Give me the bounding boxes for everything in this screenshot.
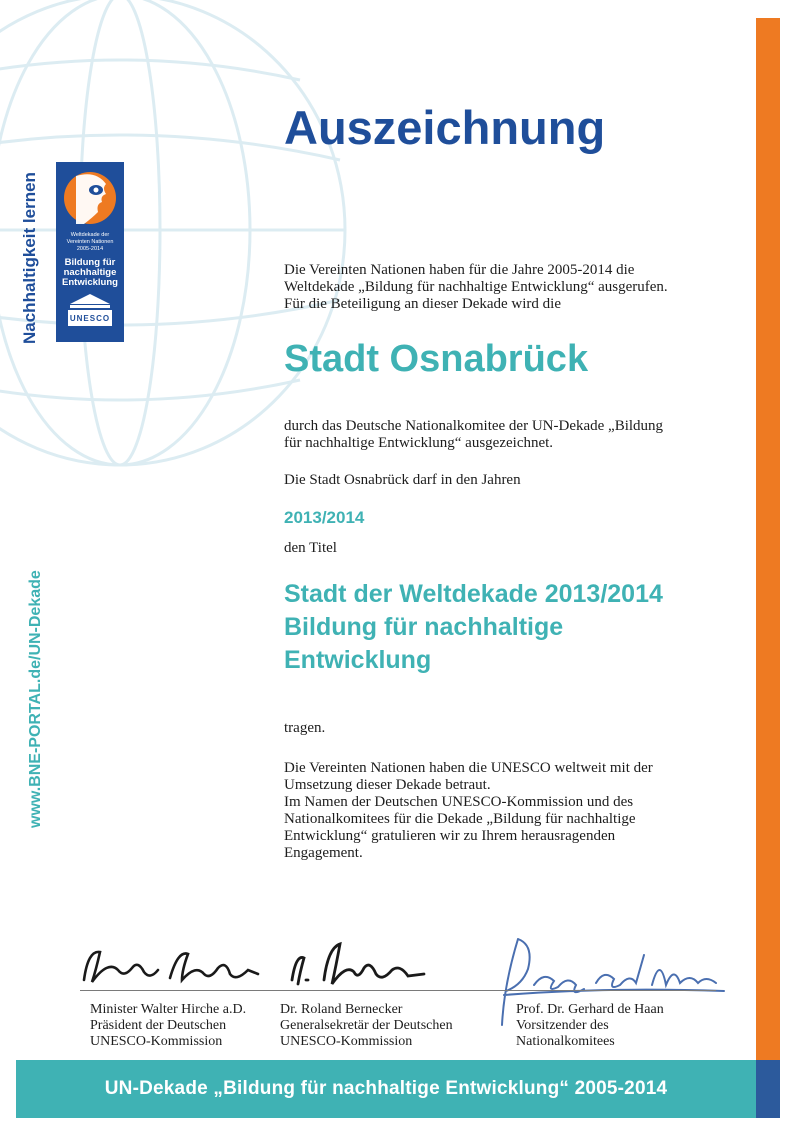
orange-side-stripe <box>756 18 780 1060</box>
side-slogan: Nachhaltigkeit lernen <box>20 172 39 344</box>
logo-unesco-label: UNESCO <box>69 314 111 323</box>
title-label: den Titel <box>284 540 337 556</box>
globe-watermark <box>0 0 360 480</box>
face-profile-icon <box>62 168 118 228</box>
logo-main-text: Bildung für nachhaltige Entwicklung <box>62 257 118 288</box>
signature-line <box>80 990 716 991</box>
awarded-by-paragraph: durch das Deutsche Nationalkomitee der UN-Dekade „Bildung für nachhaltige Entwicklung“ ausgezeichnet. <box>284 418 664 451</box>
award-title: Stadt der Weltdekade 2013/2014 Bildung für nachhaltige Entwicklung <box>284 580 663 674</box>
un-decade-logo <box>56 162 124 342</box>
intro-paragraph: Die Vereinten Nationen haben für die Jahre 2005-2014 die Weltdekade „Bildung für nachhaltige Entwicklung“ ausgerufen. Für die Beteiligung an dieser Dekade wird die <box>284 262 668 312</box>
signatory-1: Minister Walter Hirche a.D. Präsident der Deutschen UNESCO-Kommission <box>90 1002 247 1049</box>
closing-paragraph: Die Vereinten Nationen haben die UNESCO weltweit mit der Umsetzung dieser Dekade betraut. Im Namen der Deutschen UNESCO-Kommission und des Nationalkomitees für die Dekade „Bildung für nachhaltige Entwicklung“ gratulieren wir zu Ihrem herausragenden Engagement. <box>284 760 653 861</box>
award-years: 2013/2014 <box>284 508 365 527</box>
side-url: www.BNE-PORTAL.de/UN-Dekade <box>27 570 44 828</box>
signatory-3: Prof. Dr. Gerhard de Haan Vorsitzender des Nationalkomitees <box>516 1002 664 1049</box>
recipient-name: Stadt Osnabrück <box>284 338 589 380</box>
carry-text: tragen. <box>284 720 326 736</box>
footer-band-corner <box>756 1060 780 1118</box>
permission-text: Die Stadt Osnabrück darf in den Jahren <box>284 472 521 488</box>
certificate-title: Auszeichnung <box>284 101 606 154</box>
footer-text: UN-Dekade „Bildung für nachhaltige Entwicklung“ 2005-2014 <box>104 1078 668 1099</box>
logo-small-text: Weltdekade der Vereinten Nationen 2005-2014 <box>66 232 114 252</box>
signatory-2: Dr. Roland Bernecker Generalsekretär der Deutschen UNESCO-Kommission <box>280 1002 453 1049</box>
